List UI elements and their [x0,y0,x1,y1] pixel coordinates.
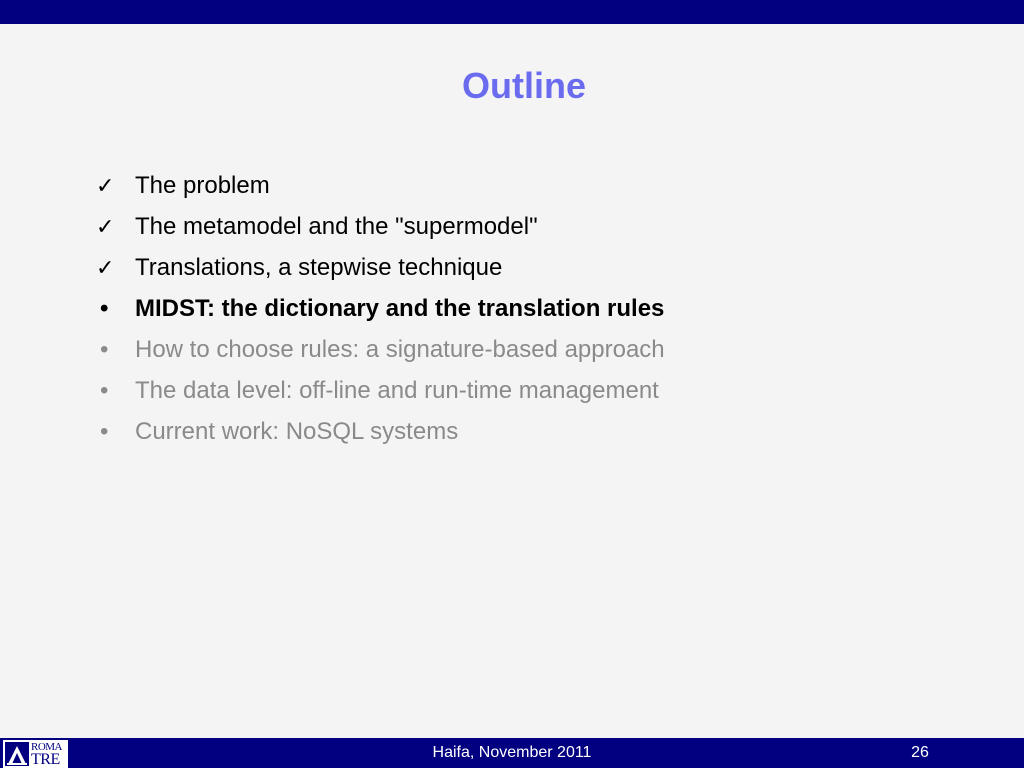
logo-text-bottom: TRE [31,751,60,768]
outline-item-text: The problem [135,172,270,199]
outline-item-text: The data level: off-line and run-time management [135,377,659,404]
page-number: 26 [911,744,929,761]
bullet-icon: • [100,418,109,445]
checkmark-icon: ✓ [96,214,115,239]
outline-item-text: The metamodel and the "supermodel" [135,213,538,240]
slide-title: Outline [462,65,586,106]
outline-item-text: How to choose rules: a signature-based approach [135,336,665,363]
top-header-bar [0,0,1024,24]
outline-item-text: Current work: NoSQL systems [135,418,459,445]
bullet-icon: • [100,377,109,404]
checkmark-icon: ✓ [96,255,115,280]
logo-text-top: ROMA [31,741,63,753]
checkmark-icon: ✓ [96,173,115,198]
outline-item-text: MIDST: the dictionary and the translation rules [135,295,665,322]
outline-item-text: Translations, a stepwise technique [135,254,503,281]
footer-event-text: Haifa, November 2011 [432,744,592,761]
bullet-icon: • [100,336,109,363]
bullet-icon: • [100,295,109,322]
